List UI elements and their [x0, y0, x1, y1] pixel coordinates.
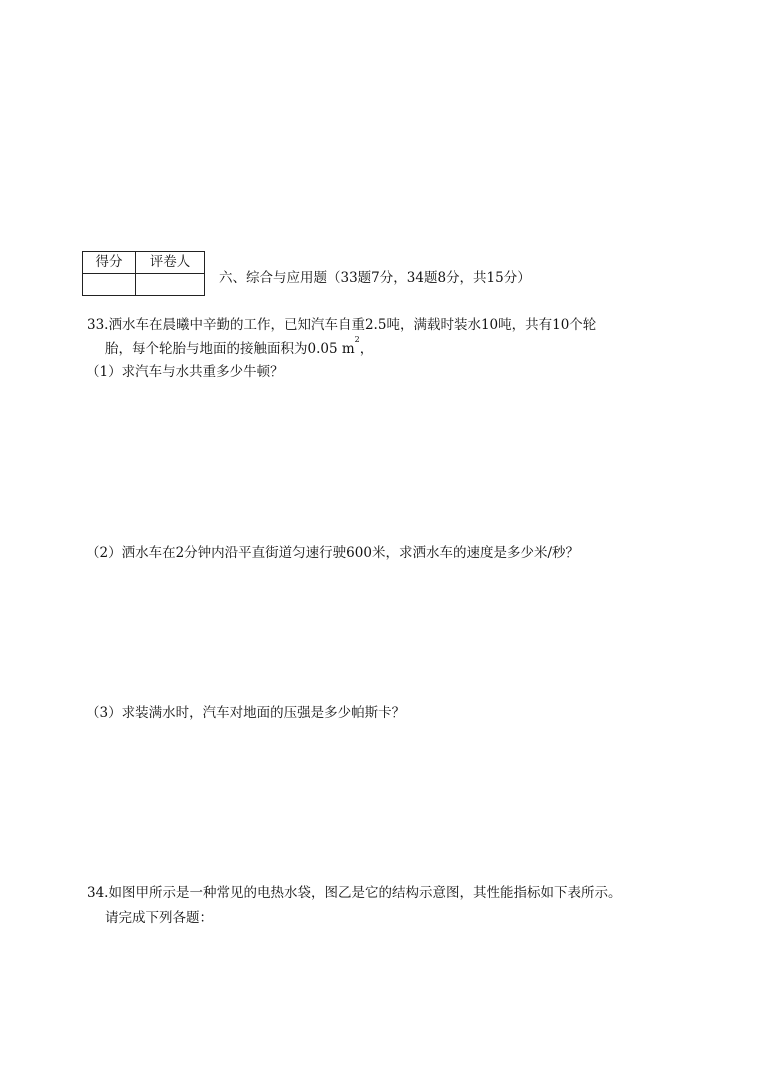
section-title: 六、综合与应用题（33题7分，34题8分，共15分） — [219, 270, 531, 286]
q33-part2: （2）洒水车在2分钟内沿平直街道匀速行驶600米，求洒水车的速度是多少米/秒？ — [86, 545, 579, 561]
q33-part1: （1）求汽车与水共重多少牛顿？ — [86, 364, 284, 380]
q34-stem-line2: 请完成下列各题： — [105, 910, 213, 926]
q33-part3: （3）求装满水时，汽车对地面的压强是多少帕斯卡？ — [86, 705, 406, 721]
q33-stem-line2-punct: ， — [359, 341, 374, 357]
score-header-cell: 得分 — [83, 252, 136, 274]
score-table-blank-row — [83, 274, 205, 296]
q33-stem-line2 — [105, 337, 373, 357]
score-table-header-row — [83, 252, 205, 274]
q33-unit-superscript: 2 — [354, 335, 360, 344]
score-table — [82, 251, 205, 296]
q34-stem-line1: 34.如图甲所示是一种常见的电热水袋，图乙是它的结构示意图，其性能指标如下表所示。 — [87, 885, 622, 901]
q33-stem-line2-text: 胎，每个轮胎与地面的接触面积为0.05 m — [105, 341, 355, 357]
grader-header-cell: 评卷人 — [136, 252, 205, 274]
q33-stem-line1: 33.洒水车在晨曦中辛勤的工作，已知汽车自重2.5吨，满载时装水10吨，共有10个轮 — [87, 317, 597, 333]
grader-blank-cell — [136, 274, 205, 296]
score-blank-cell — [83, 274, 136, 296]
